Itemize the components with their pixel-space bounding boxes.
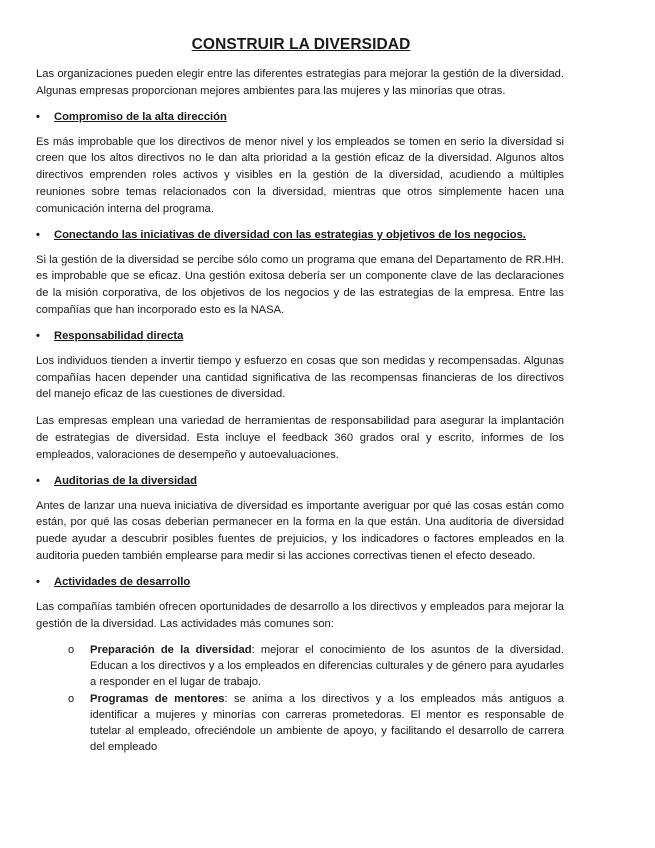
bullet-icon: • [36, 575, 40, 588]
section-heading-text: Auditorias de la diversidad [54, 474, 197, 487]
section-heading-compromiso [36, 110, 564, 125]
development-activities-list [66, 642, 564, 755]
bullet-icon: • [36, 228, 40, 241]
section-paragraph: Los individuos tienden a invertir tiempo y esfuerzo en cosas que son medidas y recompensadas. Algunas compañías hacen depender una cantidad significativa de las recompensas financieras de los directivos del manejo eficaz de las cuestiones de diversidad. [36, 354, 564, 401]
section-heading-text: Actividades de desarrollo [54, 575, 191, 588]
list-item-text: : mejorar el conocimiento de los asuntos de la diversidad. Educan a los directivos y a los empleados en diferencias culturales y de género para ayudarles a responder en el lugar de trabajo. [90, 644, 565, 689]
section-heading-actividades [36, 575, 564, 590]
section-heading-text: Conectando las iniciativas de diversidad con las estrategias y objetivos de los negocios. [54, 228, 526, 241]
list-item-term: Programas de mentores [90, 693, 225, 706]
section-paragraph: Si la gestión de la diversidad se percibe sólo como un programa que emana del Departamento de RR.HH. es improbable que se eficaz. Una gestión exitosa debería ser un componente clave de las declaraciones de la misión corporativa, de los objetivos de los negocios y de las estrategias de la empresa. Entre las compañías que han incorporado esto es la NASA. [36, 253, 564, 316]
intro-paragraph: Las organizaciones pueden elegir entre las diferentes estrategias para mejorar la gestión de la diversidad. Algunas empresas proporcionan mejores ambientes para las mujeres y las minorías que otras. [36, 68, 564, 97]
section-heading-conectando [36, 228, 564, 243]
list-item-term: Preparación de la diversidad [90, 644, 252, 657]
section-paragraph: Las empresas emplean una variedad de herramientas de responsabilidad para asegurar la implantación de estrategias de diversidad. Esta incluye el feedback 360 grados oral y escrito, informes de los empleados, valoraciones de desempeño y autoevaluaciones. [36, 415, 564, 461]
bullet-icon: • [36, 474, 40, 487]
section-heading-auditorias [36, 474, 564, 489]
circle-bullet-icon: o [68, 693, 75, 706]
circle-bullet-icon: o [68, 644, 75, 657]
document-page [36, 36, 564, 756]
section-paragraph: Antes de lanzar una nueva iniciativa de diversidad es importante averiguar por qué las cosas están como están, por qué las cosas deberian permanecer en la forma en la que están. Una auditoria de diversidad puede ayudar a descubrir posibles fuentes de prejuicios, y los indicadores o factores empleados en la auditoria pueden también emplearse para medir si las acciones correctivas tienen el efecto deseado. [36, 499, 564, 562]
list-item-text: : se anima a los directivos y a los empleados más antiguos a identificar a mujeres y minorías con carreras prometedoras. El mentor es responsable de tutelar al empleado, ofreciéndole un ambiente de apoyo, y facilitando el desarrollo de carrera del empleado [90, 693, 564, 754]
bullet-icon: • [36, 329, 40, 342]
section-paragraph: Es más improbable que los directivos de menor nivel y los empleados se tomen en serio la diversidad si creen que los altos directivos no le dan alta prioridad a la gestión eficaz de la diversidad. Algunos altos directivos emprenden roles activos y visibles en la gestión de la diversidad, acudiendo a múltiples reuniones sobre temas relacionados con la diversidad, mientras que otros simplemente hacen una comunicación interna del programa. [36, 135, 564, 215]
section-heading-text: Responsabilidad directa [54, 329, 184, 342]
list-item [66, 642, 564, 690]
bullet-icon: • [36, 110, 40, 123]
section-paragraph: Las compañías también ofrecen oportunidades de desarrollo a los directivos y empleados para mejorar la gestión de la diversidad. Las actividades más comunes son: [36, 600, 564, 630]
list-item [66, 691, 564, 755]
document-title: CONSTRUIR LA DIVERSIDAD [191, 36, 411, 53]
section-heading-text: Compromiso de la alta dirección [54, 110, 227, 123]
section-heading-responsabilidad [36, 329, 564, 344]
